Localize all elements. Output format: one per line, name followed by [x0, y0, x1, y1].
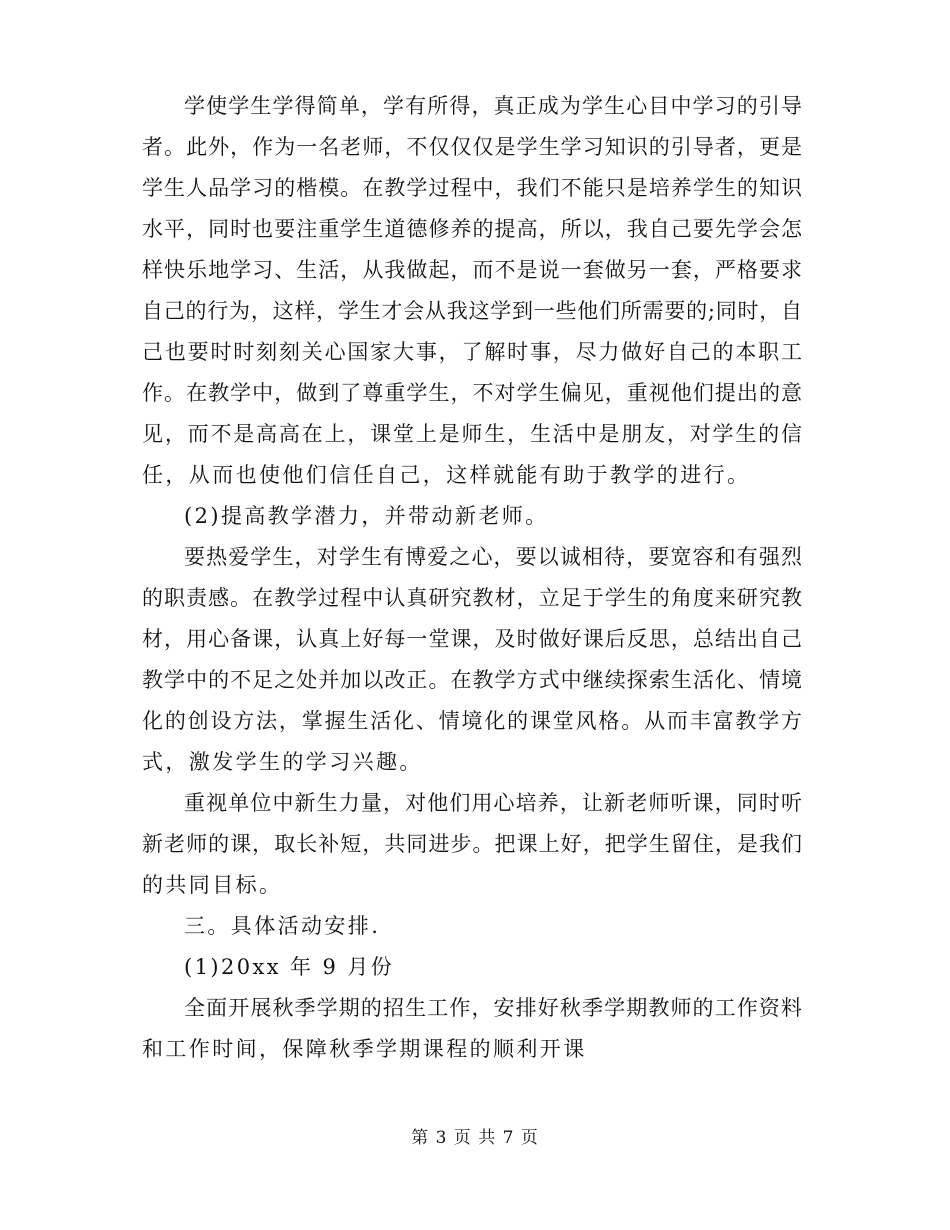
text-line: 式，激发学生的学习兴趣。 — [142, 750, 423, 774]
text-line: 样快乐地学习、生活，从我做起，而不是说一套做另一套，严格要求 — [142, 258, 802, 282]
text-line: 全面开展秋季学期的招生工作，安排好秋季学期教师的工作资料 — [184, 996, 802, 1020]
document-body — [142, 86, 802, 1070]
text-line: 和工作时间，保障秋季学期课程的顺利开课 — [142, 1037, 587, 1061]
text-line: 学使学生学得简单，学有所得，真正成为学生心目中学习的引导 — [184, 94, 802, 118]
text-line: 化的创设方法，掌握生活化、情境化的课堂风格。从而丰富教学方 — [142, 709, 802, 733]
section-heading: (2)提高教学潜力，并带动新老师。 — [184, 504, 549, 528]
text-line: 自己的行为，这样，学生才会从我这学到一些他们所需要的;同时，自 — [142, 299, 802, 323]
text-line: 材，用心备课，认真上好每一堂课，及时做好课后反思，总结出自己 — [142, 627, 802, 651]
text-line: 的共同目标。 — [142, 873, 283, 897]
text-line: 的职责感。在教学过程中认真研究教材，立足于学生的角度来研究教 — [142, 586, 802, 610]
text-line: 重视单位中新生力量，对他们用心培养，让新老师听课，同时听 — [184, 791, 802, 815]
text-line: 任，从而也使他们信任自己，这样就能有助于教学的进行。 — [142, 463, 751, 487]
subsection-heading: (1)20xx 年 9 月份 — [184, 955, 395, 979]
section-heading: 三。具体活动安排. — [184, 914, 381, 938]
page-footer: 第 3 页 共 7 页 — [411, 1128, 539, 1148]
text-line: 己也要时时刻刻关心国家大事，了解时事，尽力做好自己的本职工 — [142, 340, 802, 364]
text-line: 教学中的不足之处并加以改正。在教学方式中继续探索生活化、情境 — [142, 668, 802, 692]
text-line: 者。此外，作为一名老师，不仅仅仅是学生学习知识的引导者，更是 — [142, 135, 802, 159]
text-line: 作。在教学中，做到了尊重学生，不对学生偏见，重视他们提出的意 — [142, 381, 802, 405]
text-line: 水平，同时也要注重学生道德修养的提高，所以，我自己要先学会怎 — [142, 217, 802, 241]
text-line: 学生人品学习的楷模。在教学过程中，我们不能只是培养学生的知识 — [142, 176, 802, 200]
text-line: 见，而不是高高在上，课堂上是师生，生活中是朋友，对学生的信 — [142, 422, 802, 446]
text-line: 新老师的课，取长补短，共同进步。把课上好，把学生留住，是我们 — [142, 832, 802, 856]
text-line: 要热爱学生，对学生有博爱之心，要以诚相待，要宽容和有强烈 — [184, 545, 802, 569]
